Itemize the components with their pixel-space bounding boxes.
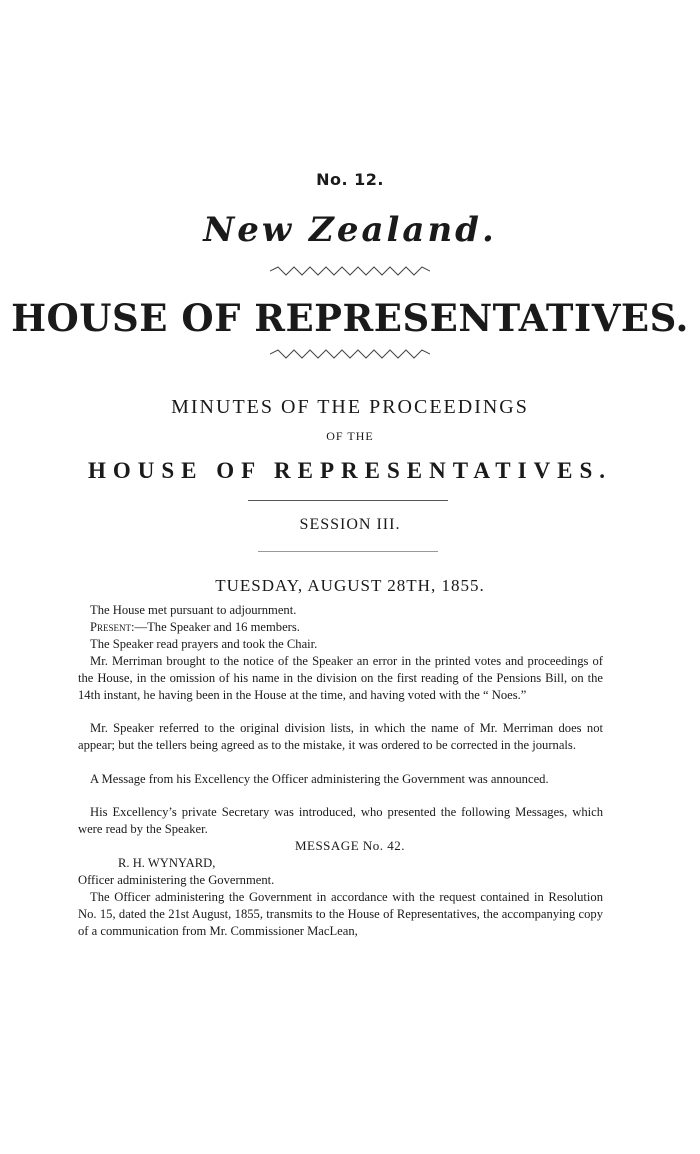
present-text: :—The Speaker and 16 members. [131,620,300,634]
wave-ornament-bottom [270,348,430,360]
officer-title: Officer administering the Government. [78,873,275,887]
paragraph-speaker-referral: Mr. Speaker referred to the original division lists, in which the name of Mr. Merriman does not appear; but the tellers being agreed as to the mistake, it was ordered to be corrected in the journals. [78,721,603,752]
minutes-heading: MINUTES OF THE PROCEEDINGS [171,396,529,418]
house-main-title: HOUSE OF REPRESENTATIVES. [11,296,689,340]
paragraph-adjournment: The House met pursuant to adjournment. [90,603,297,617]
signature-line: R. H. WYNYARD, [118,856,216,870]
paragraph-message-announced: A Message from his Excellency the Officer administering the Government was announced. [90,772,549,786]
present-label: Present [90,620,132,634]
wave-ornament-top [270,265,430,277]
divider-rule [258,551,438,552]
of-the-heading: OF THE [326,429,374,443]
divider-rule [248,500,448,501]
paragraph-transmission: The Officer administering the Government in accordance with the request contained in Resolution No. 15, dated the 21st August, 1855, transmits to the House of Representatives, the accompanying copy of a communication from Mr. Commissioner MacLean, [78,890,603,938]
house-sub-heading: HOUSE OF REPRESENTATIVES. [87,458,613,483]
session-heading: SESSION III. [299,516,401,533]
paragraph-merriman-error: Mr. Merriman brought to the notice of the Speaker an error in the printed votes and proceedings of the House, in the omission of his name in the division on the first reading of the Pensions Bill, on the 14th instant, he having been in the House at the time, and having voted with the “ Noes.” [78,654,603,702]
message-heading: MESSAGE No. 42. [294,838,406,853]
date-heading: TUESDAY, AUGUST 28TH, 1855. [215,576,485,595]
colony-title: New Zealand. [203,210,497,250]
paragraph-prayers: The Speaker read prayers and took the Chair. [90,637,318,651]
paper-number: No. 12. [316,170,384,189]
paragraph-present [78,619,603,636]
paragraph-secretary: His Excellency’s private Secretary was introduced, who presented the following Messages, which were read by the Speaker. [78,805,603,836]
